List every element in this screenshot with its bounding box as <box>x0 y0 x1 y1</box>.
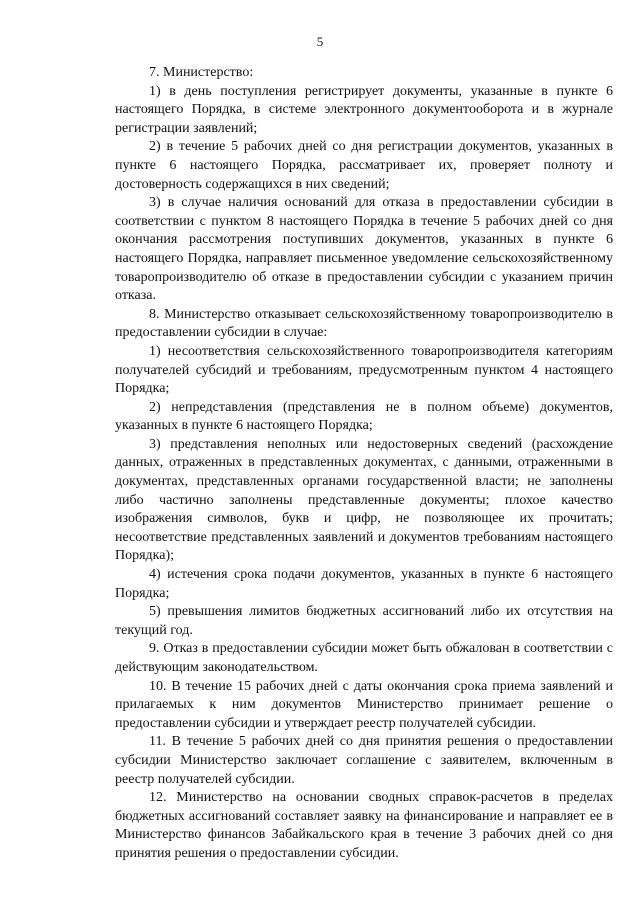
paragraph-8-item-3: 3) представления неполных или недостоверных сведений (расхождение данных, отраженных в представленных документах, с данными, отраженными в документах, представленных органами государственной власти; не заполнены либо частично заполнены представленные документы; плохое качество изображения символов, букв и цифр, не позволяющее их прочитать; несоответствие представленных заявлений и документов требованиям настоящего Порядка); <box>115 436 613 564</box>
paragraph-11: 11. В течение 5 рабочих дней со дня принятия решения о предоставлении субсидии Министерство заключает соглашение с заявителем, включенным в реестр получателей субсидии. <box>115 734 613 787</box>
paragraph-8-item-5: 5) превышения лимитов бюджетных ассигнований либо их отсутствия на текущий год. <box>115 604 613 638</box>
paragraph-8-heading: 8. Министерство отказывает сельскохозяйственному товаропроизводителю в предоставлении субсидии в случае: <box>115 306 613 341</box>
paragraph-8-item-1: 1) несоответствия сельскохозяйственного товаропроизводителя категориям получателей субсидий и требованиям, предусмотренным пунктом 4 настоящего Порядка; <box>115 343 613 397</box>
paragraph-7-item-2: 2) в течение 5 рабочих дней со дня регистрации документов, указанных в пункте 6 настоящего Порядка, рассматривает их, проверяет полноту и достоверность содержащихся в них сведений; <box>115 139 613 192</box>
document-body <box>115 64 613 864</box>
paragraph-10: 10. В течение 15 рабочих дней с даты окончания срока приема заявлений и прилагаемых к ним документов Министерство принимает решение о предоставлении субсидии и утверждает реестр получателей субсидии. <box>115 678 613 731</box>
paragraph-9: 9. Отказ в предоставлении субсидии может быть обжалован в соответствии с действующим законодательством. <box>115 641 613 675</box>
paragraph-12: 12. Министерство на основании сводных справок-расчетов в пределах бюджетных ассигнований составляет заявку на финансирование и направляет ее в Министерство финансов Забайкальского края в течение 3 рабочих дней со дня принятия решения о предоставлении субсидии. <box>115 790 613 861</box>
paragraph-8-item-4: 4) истечения срока подачи документов, указанных в пункте 6 настоящего Порядка; <box>115 567 613 601</box>
paragraph-7-heading: 7. Министерство: <box>149 65 254 80</box>
paragraph-8-item-2: 2) непредставления (представления не в полном объеме) документов, указанных в пункте 6 настоящего Порядка; <box>115 399 613 434</box>
page-number: 5 <box>316 34 324 49</box>
paragraph-7-item-1: 1) в день поступления регистрирует документы, указанные в пункте 6 настоящего Порядка, в системе электронного документооборота и в журнале регистрации заявлений; <box>115 83 613 136</box>
paragraph-7-item-3: 3) в случае наличия оснований для отказа в предоставлении субсидии в соответствии с пунктом 8 настоящего Порядка в течение 5 рабочих дней со дня окончания рассмотрения поступивших документов, указанных в пункте 6 настоящего Порядка, направляет письменное уведомление сельскохозяйственному товаропроизводителю об отказе в предоставлении субсидии с указанием причин отказа. <box>115 195 613 304</box>
